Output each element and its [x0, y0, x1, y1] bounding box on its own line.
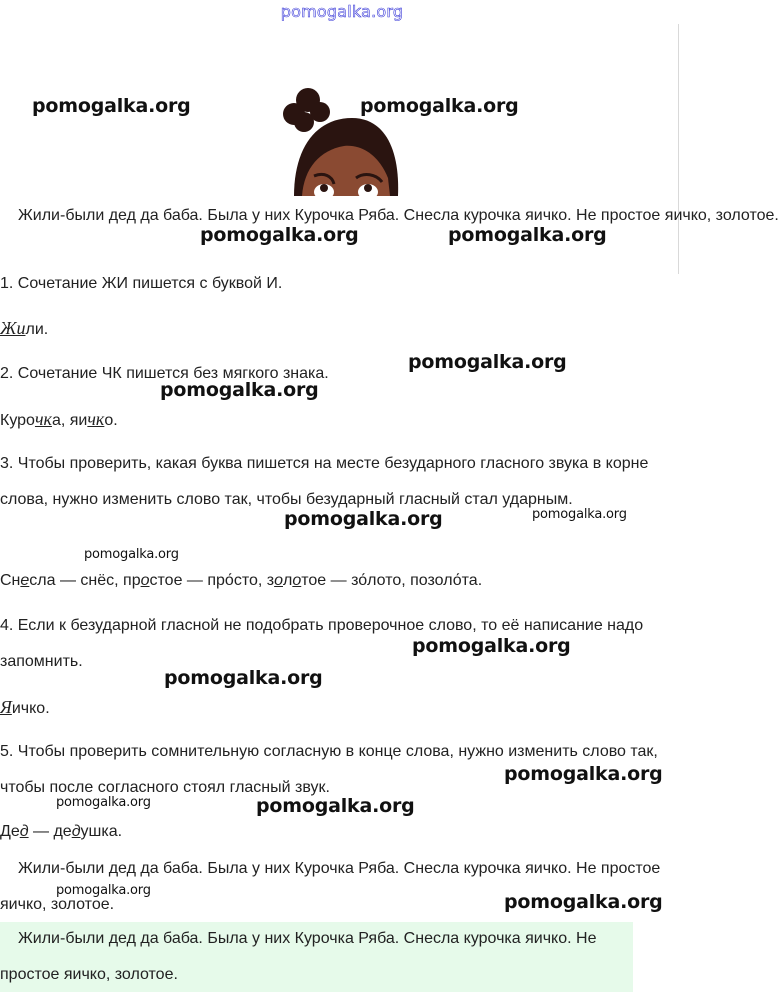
highlight: Я — [0, 697, 12, 717]
watermark: pomogalka.org — [448, 224, 607, 246]
rule-1-example: Жили. — [0, 318, 49, 338]
watermark: pomogalka.org — [504, 763, 663, 785]
highlight: чк — [87, 409, 105, 429]
highlight: Жи — [0, 318, 26, 338]
watermark: pomogalka.org — [84, 547, 179, 562]
watermark: pomogalka.org — [200, 224, 359, 246]
answer-text: Жили-были дед да баба. Была у них Курочка Ряба. Снесла курочка яичко. Не простое яичко, золотое. — [0, 930, 597, 983]
rule-4-title: 4. Если к безударной гласной не подобрать проверочное слово, то её написание надо запомнить. — [0, 617, 644, 670]
watermark: pomogalka.org — [256, 795, 415, 817]
highlight: о — [292, 572, 302, 589]
highlight: о — [140, 572, 150, 589]
rule-2-example: Курочка, яичко. — [0, 409, 118, 429]
watermark: pomogalka.org — [360, 95, 519, 117]
intro-text: Жили-были дед да баба. Была у них Курочка Ряба. Снесла курочка яичко. Не простое яичко, золотое. — [18, 207, 779, 224]
right-border — [678, 24, 679, 274]
watermark: pomogalka.org — [532, 507, 627, 522]
highlight: чк — [34, 409, 52, 429]
repeat-text: Жили-были дед да баба. Была у них Курочка Ряба. Снесла курочка яичко. Не простое яичко, золотое. — [0, 860, 661, 913]
rule-2-title: 2. Сочетание ЧК пишется без мягкого знака. — [0, 365, 329, 382]
rule-5-title: 5. Чтобы проверить сомнительную согласную в конце слова, нужно изменить слово так, чтобы после согласного стоял гласный звук. — [0, 743, 658, 796]
watermark: pomogalka.org — [160, 379, 319, 401]
watermark: pomogalka.org — [164, 667, 323, 689]
highlight: д — [19, 823, 29, 840]
highlight: д — [71, 823, 81, 840]
highlight: о — [274, 572, 283, 589]
rule-3-example: Снесла — снёс, простое — про́сто, золотое — зо́лото, позоло́та. — [0, 572, 483, 589]
site-link[interactable]: pomogalka.org — [280, 2, 404, 21]
highlight: е — [20, 572, 30, 589]
rule-5-example: Дед — дедушка. — [0, 823, 123, 840]
rule-1-title: 1. Сочетание ЖИ пишется с буквой И. — [0, 275, 283, 292]
watermark: pomogalka.org — [56, 795, 151, 810]
watermark: pomogalka.org — [56, 883, 151, 898]
watermark: pomogalka.org — [284, 508, 443, 530]
rule-3-title: 3. Чтобы проверить, какая буква пишется на месте безударного гласного звука в корне слова, нужно изменить слово так, чтобы безударный гласный стал ударным. — [0, 455, 649, 508]
watermark: pomogalka.org — [504, 891, 663, 913]
watermark: pomogalka.org — [32, 95, 191, 117]
watermark: pomogalka.org — [408, 351, 567, 373]
rule-4-example: Яичко. — [0, 697, 50, 717]
watermark: pomogalka.org — [412, 635, 571, 657]
